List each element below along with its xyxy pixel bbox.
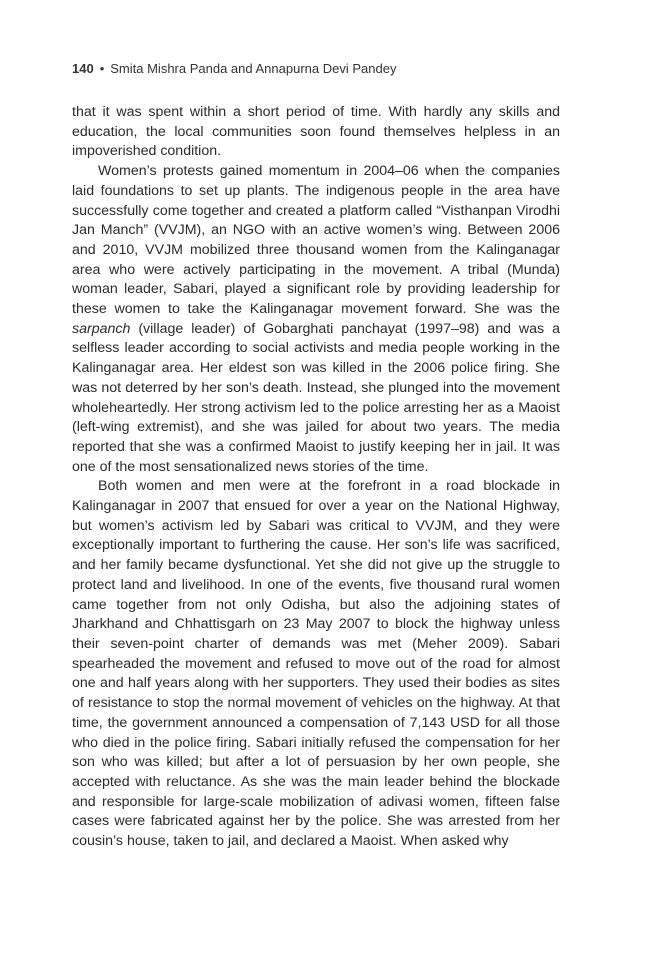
separator-bullet: •: [99, 61, 105, 76]
running-head-authors: Smita Mishra Panda and Annapurna Devi Pandey: [110, 61, 397, 76]
paragraph-text: Women’s protests gained momentum in 2004–06 when the companies laid foundations to set up plants. The indigenous people in the area have successfully come together and created a platform called “Visthanpan Virodhi Jan Manch” (VVJM), an NGO with an active women’s wing. Between 2006 and 2010, VVJM mobilized three thousand women from the Kalinganagar area who were actively participating in the movement. A tribal (Munda) woman leader, Sabari, played a significant role by providing leadership for these women to take the Kalinganagar movement forward. She was the: [72, 163, 560, 318]
paragraph-text: (village leader) of Gobarghati panchayat (1997–98) and was a selfless leader according to social activists and media people working in the Kalinganagar area. Her eldest son was killed in the 2006 police firing. She was not deterred by her son’s death. Instead, she plunged into the movement wholeheartedly. Her strong activism led to the police arresting her as a Maoist (left-wing extremist), and she was jailed for about two years. The media reported that she was a confirmed Maoist to justify keeping her in jail. It was one of the most sensationalized news stories of the time.: [72, 320, 560, 475]
page-number: 140: [72, 61, 94, 76]
paragraph-continuation: that it was spent within a short period of time. With hardly any skills and education, the local communities soon found themselves helpless in an impoverished condition.: [72, 104, 560, 160]
running-head: [72, 58, 560, 80]
body-text: [72, 103, 560, 852]
book-page: [72, 58, 560, 852]
paragraph-womens-protests: [72, 162, 560, 477]
italic-term: sarpanch: [72, 320, 131, 337]
paragraph-road-blockade: Both women and men were at the forefront in a road blockade in Kalinganagar in 2007 that ensued for over a year on the National Highway, but women’s activism led by Sabari was critical to VVJM, and they were exceptionally important to furthering the cause. Her son’s life was sacrificed, and her family became dysfunctional. Yet she did not give up the struggle to protect land and livelihood. In one of the events, five thousand rural women came together from not only Odisha, but also the adjoining states of Jharkhand and Chhattisgarh on 23 May 2007 to block the highway unless their seven-point charter of demands was met (Meher 2009). Sabari spearheaded the movement and refused to move out of the road for almost one and half years along with her supporters. They used their bodies as sites of resistance to stop the normal movement of vehicles on the highway. At that time, the government announced a compensation of 7,143 USD for all those who died in the police firing. Sabari initially refused the compensation for her son who was killed; but after a lot of persuasion by her own people, she accepted with reluctance. As she was the main leader behind the blockade and responsible for large-scale mobilization of adivasi women, fifteen false cases were fabricated against her by the police. She was arrested from her cousin’s house, taken to jail, and declared a Maoist. When asked why: [72, 478, 560, 850]
